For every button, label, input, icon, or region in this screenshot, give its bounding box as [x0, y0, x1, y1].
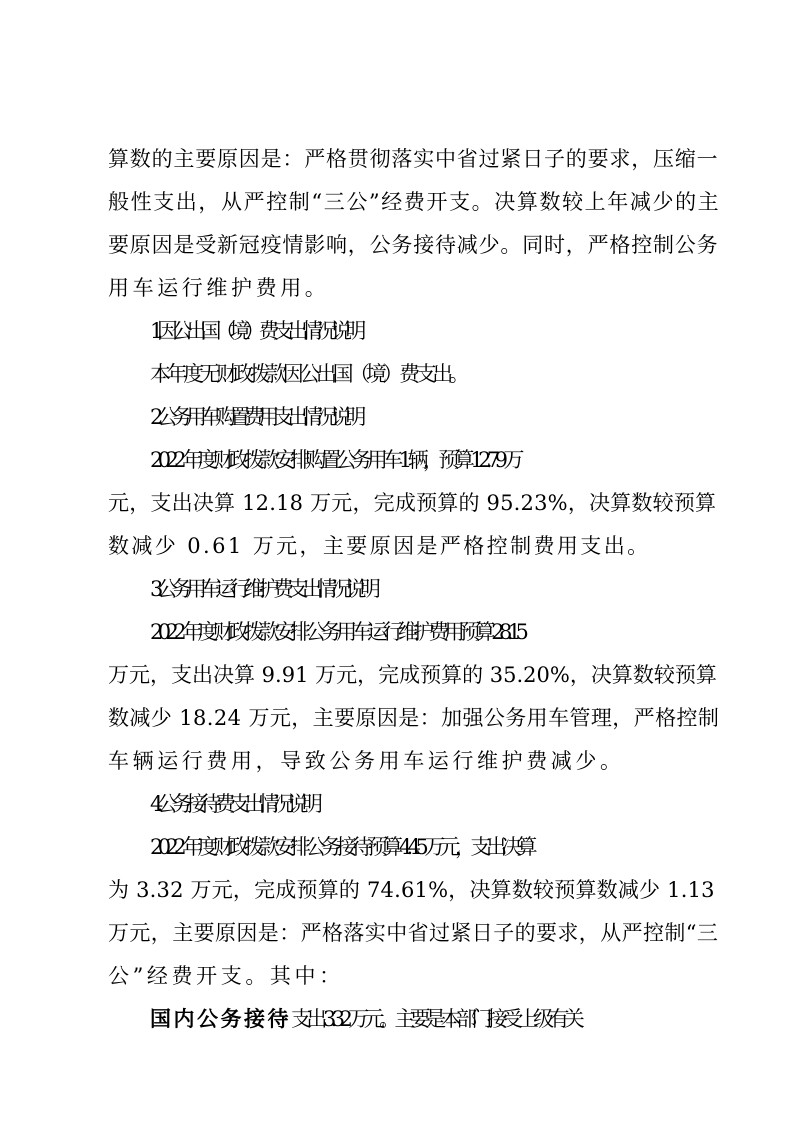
- section-heading-4: 4.公务接待费支出情况说明: [150, 792, 317, 816]
- text-rest: 支出 3.32 万元。主要是本部门接受上级有关: [291, 1007, 580, 1031]
- bold-term: 国内公务接待: [150, 1007, 291, 1031]
- text-line: 2022 年度财政拨款安排购置公务用车 1 辆，预算 12.79 万: [150, 448, 519, 472]
- section-heading-2: 2.公务用车购置费用支出情况说明: [150, 405, 361, 429]
- text-line: 算数的主要原因是：严格贯彻落实中省过紧日子的要求，压缩一: [108, 147, 719, 171]
- text-line: 车辆运行费用，导致公务用车运行维护费减少。: [108, 749, 625, 773]
- text-line: 万元，支出决算 9.91 万元，完成预算的 35.20%，决算数较预算: [108, 663, 717, 687]
- text-line: 公”经费开支。其中：: [108, 964, 344, 988]
- text-line: 2022 年度财政拨款安排公务接待预算 4.45 万元，支出决算: [150, 835, 533, 859]
- text-line: 数减少 0.61 万元，主要原因是严格控制费用支出。: [108, 534, 651, 558]
- text-line: 数减少 18.24 万元，主要原因是：加强公务用车管理，严格控制: [108, 706, 720, 730]
- text-line: 般性支出，从严控制“三公”经费开支。决算数较上年减少的主: [108, 190, 721, 214]
- text-line: 用车运行维护费用。: [108, 276, 330, 300]
- text-line: 要原因是受新冠疫情影响，公务接待减少。同时，严格控制公务: [108, 233, 719, 257]
- text-line: 本年度无财政拨款因公出国（境）费支出。: [150, 362, 466, 386]
- text-line: 为 3.32 万元，完成预算的 74.61%，决算数较预算数减少 1.13: [108, 878, 715, 902]
- section-heading-1: 1.因公出国（境）费支出情况说明: [150, 319, 361, 343]
- text-line-last: [150, 1005, 750, 1033]
- text-line: 元，支出决算 12.18 万元，完成预算的 95.23%，决算数较预算: [108, 491, 717, 515]
- text-line: 万元，主要原因是：严格落实中省过紧日子的要求，从严控制“三: [108, 921, 719, 945]
- text-line: 2022 年度财政拨款安排公务用车运行维护费用预算 28.15: [150, 620, 524, 644]
- section-heading-3: 3.公务用车运行维护费支出情况说明: [150, 577, 375, 601]
